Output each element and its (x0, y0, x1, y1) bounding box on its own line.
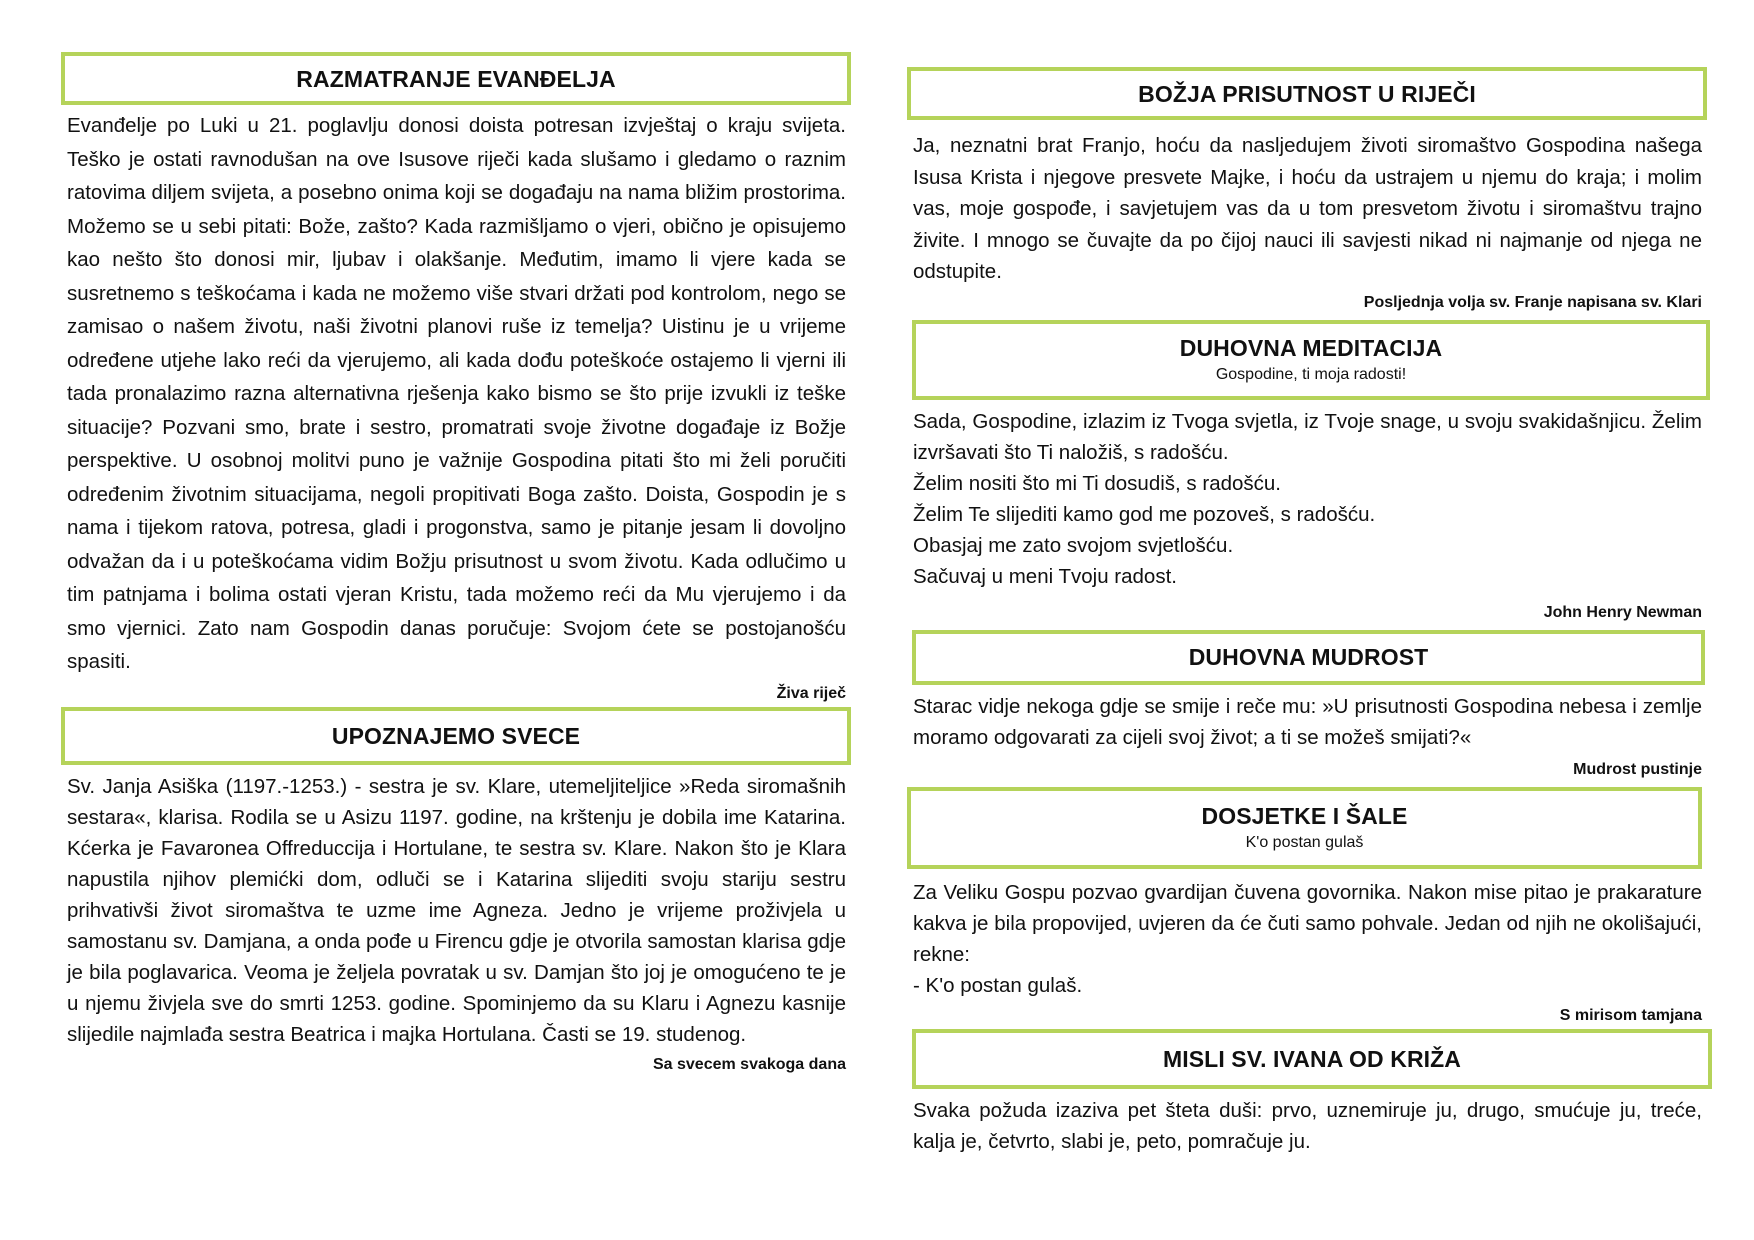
section-header (61, 707, 851, 765)
section-gods-presence (907, 67, 1707, 314)
body-line: Želim Te slijediti kamo god me pozoveš, s radošću. (913, 502, 1376, 526)
source-attribution: Sa svecem svakoga dana (652, 1055, 846, 1073)
section-title: RAZMATRANJE EVANĐELJA (296, 65, 616, 92)
section-body (61, 109, 851, 679)
body-line: Sačuvaj u meni Tvoju radost. (913, 564, 1177, 588)
source-attribution: S mirisom tamjana (1559, 1006, 1702, 1024)
section-subtitle: K'o postan gulaš (1245, 834, 1364, 851)
section-title: DUHOVNA MUDROST (1188, 644, 1429, 670)
section-body (907, 130, 1707, 288)
section-body (907, 877, 1707, 1001)
body-line: Za Veliku Gospu pozvao gvardijan čuvena govornika. Nakon mise pitao je prakarature kakva je bila propovijed, uvjeren da će čuti samo pohvale. Jedan od njih ne okolišajući, rekne: (913, 880, 1702, 966)
section-subtitle: Gospodine, ti moja radosti! (1215, 366, 1407, 383)
section-body (907, 691, 1707, 753)
section-title: DOSJETKE I ŠALE (1201, 803, 1408, 829)
source-attribution: Živa riječ (776, 684, 846, 702)
section-title: UPOZNAJEMO SVECE (331, 722, 581, 749)
section-body (61, 771, 851, 1050)
section-title: DUHOVNA MEDITACIJA (1179, 335, 1443, 361)
body-line: Sada, Gospodine, izlazim iz Tvoga svjetla, iz Tvoje snage, u svoju svakidašnjicu. Želim izvršavati što Ti naložiš, s radošću. (913, 409, 1702, 464)
section-header (907, 67, 1707, 120)
section-body (907, 1095, 1707, 1157)
body-line: - K'o postan gulaš. (913, 973, 1083, 997)
body-text: Ja, neznatni brat Franjo, hoću da nasljedujem životi siromaštvo Gospodina našega Isusa Krista i njegove presvete Majke, i hoću da ustrajem u njemu do kraja; i molim vas, moje gospođe, i savjetujem vas da u tom presvetom životu i siromaštvu trajno živite. I mnogo se čuvajte da po čijoj nauci ili savjesti nikad ni najmanje od njega ne odstupite. (913, 134, 1702, 283)
source-attribution: John Henry Newman (1543, 603, 1702, 621)
source-attribution: Mudrost pustinje (1573, 760, 1702, 778)
body-line: Želim nositi što mi Ti dosudiš, s radošću. (913, 471, 1281, 495)
section-gospel-reflection (61, 52, 851, 705)
section-header (912, 320, 1710, 400)
source-attribution: Posljednja volja sv. Franje napisana sv. Klari (1363, 293, 1702, 311)
section-john-of-the-cross (907, 1029, 1707, 1157)
body-text: Svaka požuda izaziva pet šteta duši: prvo, uznemiruje ju, drugo, smućuje ju, treće, kalja je, četvrto, slabi je, peto, pomračuje ju. (913, 1098, 1702, 1153)
body-text: Evanđelje po Luki u 21. poglavlju donosi doista potresan izvještaj o kraju svijeta. Teško je ostati ravnodušan na ove Isusove riječi kada slušamo i gledamo o raznim ratovima diljem svijeta, a posebno onima koji se događaju na nama bližim prostorima. Možemo se u sebi pitati: Bože, zašto? Kada razmišljamo o vjeri, obično je opisujemo kao nešto što donosi mir, ljubav i olakšanje. Međutim, imamo li vjere kada se susretnemo s teškoćama i kada ne možemo više stvari držati pod kontrolom, nego se zamisao o našem životu, naši životni planovi ruše iz temelja? Uistinu je u vrijeme određene utjehe lako reći da vjerujemo, ali kada dođu poteškoće ostajemo li vjerni ili tada pronalazimo razna alternativna rješenja kako bismo se što prije izvukli iz teške situacije? Pozvani smo, brate i sestro, promatrati svoje životne događaje iz Božje perspektive. U osobnoj molitvi puno je važnije Gospodina pitati što mi želi poručiti određenim životnim situacijama, negoli propitivati Boga zašto. Doista, Gospodin je s nama i tijekom ratova, potresa, gladi i progonstva, samo je pitanje jesam li dovoljno odvažan da i u poteškoćama vidim Božju prisutnost u svom životu. Kada odlučimo u tim patnjama i bolima ostati vjeran Kristu, tada možemo reći da Mu vjerujemo i da smo vjernici. Zato nam Gospodin danas poručuje: Svojom ćete se postojanošću spasiti. (67, 114, 846, 673)
section-jokes (907, 787, 1707, 1027)
section-header (912, 1029, 1712, 1089)
section-title: MISLI SV. IVANA OD KRIŽA (1162, 1045, 1462, 1072)
section-spiritual-wisdom (907, 630, 1707, 781)
section-meditation (907, 320, 1707, 624)
section-header (912, 630, 1705, 685)
section-title: BOŽJA PRISUTNOST U RIJEČI (1138, 80, 1476, 107)
left-column (61, 52, 851, 1076)
section-header (61, 52, 851, 105)
section-header (907, 787, 1702, 869)
right-column (907, 67, 1707, 1157)
body-text: Starac vidje nekoga gdje se smije i reče mu: »U prisutnosti Gospodina nebesa i zemlje moramo odgovarati za cijeli svoj život; a ti se možeš smijati?« (913, 694, 1702, 749)
body-text: Sv. Janja Asiška (1197.-1253.) - sestra je sv. Klare, utemeljiteljice »Reda siromašnih sestara«, klarisa. Rodila se u Asizu 1197. godine, na krštenju je dobila ime Katarina. Kćerka je Favaronea Offreduccija i Hortulane, te sestra sv. Klare. Nakon što je Klara napustila njihov plemićki dom, odluči se i Katarina slijediti svoju stariju sestru prihvativši život siromaštva te uzme ime Agneza. Jedno je vrijeme proživjela u samostanu sv. Damjana, a onda pođe u Firencu gdje je otvorila samostan klarisa gdje je bila poglavarica. Veoma je željela povratak u sv. Damjan što joj je omogućeno te je u njemu živjela sve do smrti 1253. godine. Spominjemo da su Klaru i Agnezu kasnije slijedile najmlađa sestra Beatrica i majka Hortulana. Časti se 19. studenog. (67, 774, 846, 1046)
section-saints (61, 707, 851, 1076)
section-body (907, 406, 1707, 592)
body-line: Obasjaj me zato svojom svjetlošću. (913, 533, 1234, 557)
